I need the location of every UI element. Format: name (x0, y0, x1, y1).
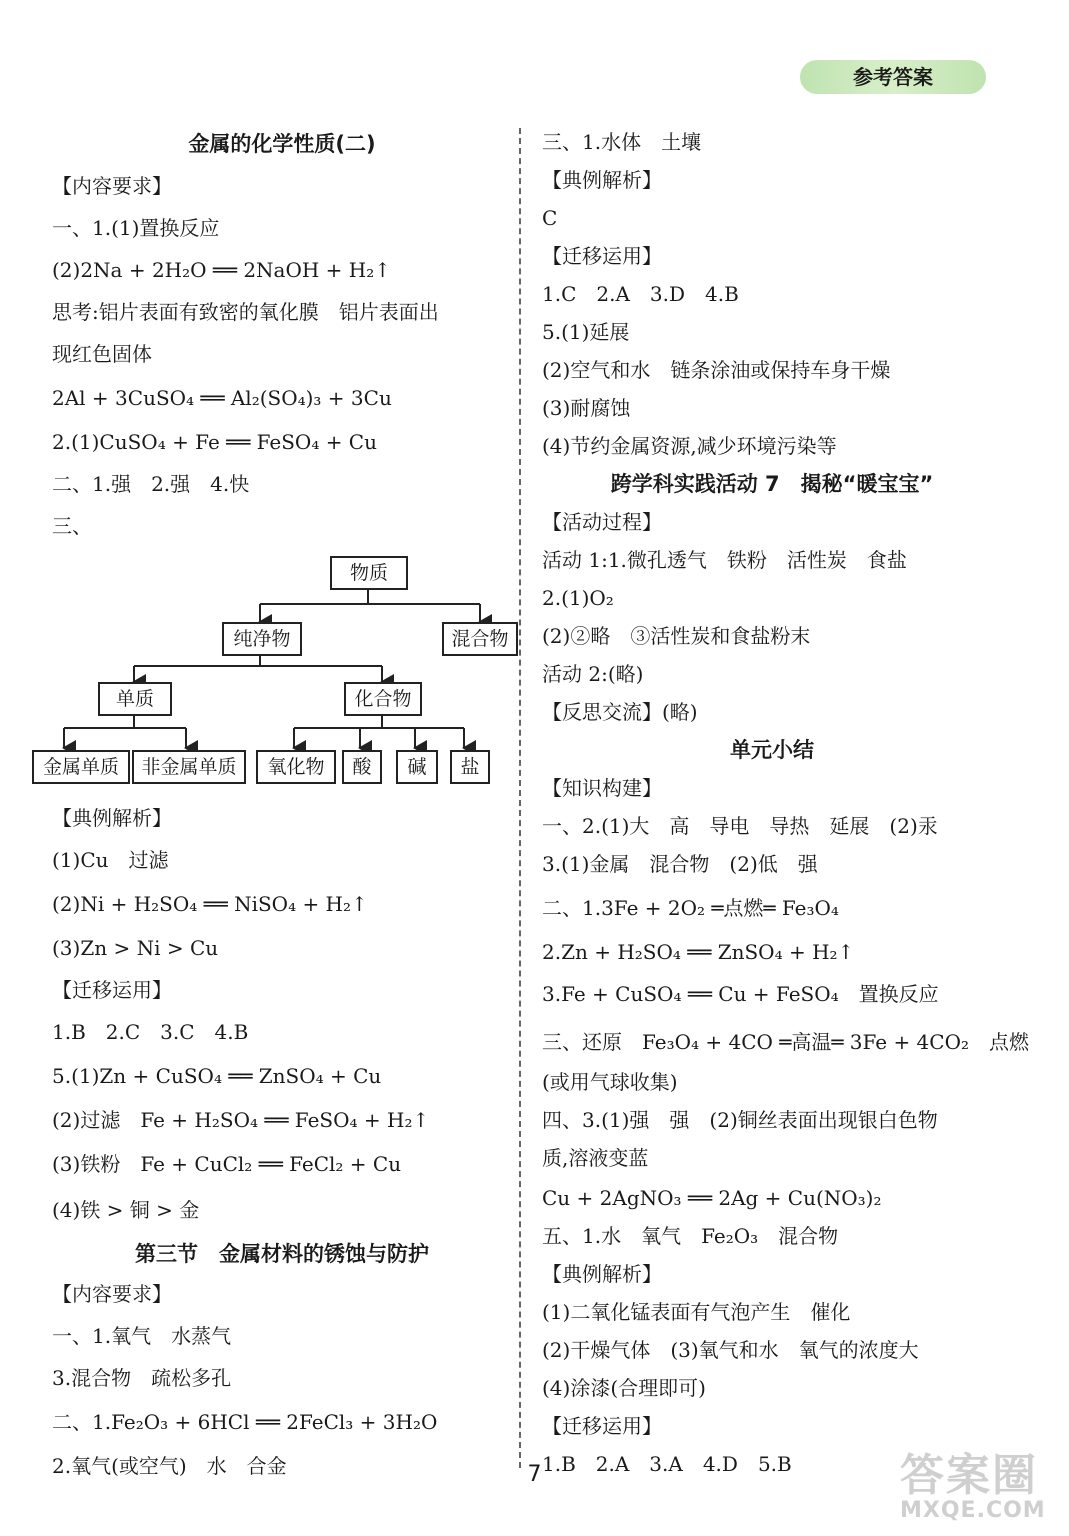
tree-node-compound: 化合物 (344, 682, 422, 716)
section-title: 金属的化学性质(二) (188, 132, 376, 156)
answer-line: 活动 1:1.微孔透气 铁粉 活性炭 食盐 (542, 548, 907, 572)
answer-line: 1.B 2.A 3.A 4.D 5.B (542, 1452, 792, 1476)
answer-line: 2.(1)CuSO₄ + Fe ══ FeSO₄ + Cu (52, 430, 377, 454)
answer-line: 5.(1)Zn + CuSO₄ ══ ZnSO₄ + Cu (52, 1064, 382, 1088)
section-title: 单元小结 (730, 738, 814, 762)
answer-line: 三、还原 Fe₃O₄ + 4CO ═高温═ 3Fe + 4CO₂ 点燃 (542, 1030, 1030, 1054)
answer-line: 2Al + 3CuSO₄ ══ Al₂(SO₄)₃ + 3Cu (52, 386, 392, 410)
answer-line: (3)铁粉 Fe + CuCl₂ ══ FeCl₂ + Cu (52, 1152, 402, 1176)
answer-line: 2.(1)O₂ (542, 586, 614, 610)
answer-line: (2)②略 ③活性炭和食盐粉末 (542, 624, 811, 648)
answer-line: 三、1.水体 土壤 (542, 130, 702, 154)
answer-line: 质,溶液变蓝 (542, 1146, 649, 1170)
tree-node-salt: 盐 (450, 750, 490, 784)
answer-line: 【反思交流】(略) (542, 700, 698, 724)
substance-classification-diagram (32, 552, 518, 792)
answer-line: 3.(1)金属 混合物 (2)低 强 (542, 852, 818, 876)
watermark-url: MXQE.COM (900, 1498, 1046, 1523)
answer-line: C (542, 206, 558, 230)
answer-line: 三、 (52, 514, 92, 538)
answer-line: 活动 2:(略) (542, 662, 644, 686)
answer-line: (2)Ni + H₂SO₄ ══ NiSO₄ + H₂↑ (52, 892, 368, 916)
answer-line: 2.氧气(或空气) 水 合金 (52, 1454, 287, 1478)
tree-node-base: 碱 (396, 750, 438, 784)
section-heading: 【迁移运用】 (542, 1414, 662, 1438)
tree-node-nonmetal: 非金属单质 (132, 750, 246, 784)
section-heading: 【知识构建】 (542, 776, 662, 800)
section-heading: 【活动过程】 (542, 510, 662, 534)
section-heading: 【迁移运用】 (52, 978, 172, 1002)
answer-key-badge: 参考答案 (800, 60, 986, 94)
answer-line: (4)节约金属资源,减少环境污染等 (542, 434, 837, 458)
section-heading: 【典例解析】 (52, 806, 172, 830)
answer-line: (2)过滤 Fe + H₂SO₄ ══ FeSO₄ + H₂↑ (52, 1108, 430, 1132)
section-title: 跨学科实践活动 7 揭秘“暖宝宝” (610, 472, 934, 496)
answer-line: 五、1.水 氧气 Fe₂O₃ 混合物 (542, 1224, 839, 1248)
answer-line: (3)耐腐蚀 (542, 396, 631, 420)
answer-line: Cu + 2AgNO₃ ══ 2Ag + Cu(NO₃)₂ (542, 1186, 882, 1210)
answer-line: 二、1.强 2.强 4.快 (52, 472, 250, 496)
answer-line: 3.混合物 疏松多孔 (52, 1366, 232, 1390)
section-title: 第三节 金属材料的锈蚀与防护 (135, 1242, 429, 1266)
answer-line: 现红色固体 (52, 342, 152, 366)
answer-line: 一、1.(1)置换反应 (52, 216, 220, 240)
section-heading: 【典例解析】 (542, 168, 662, 192)
section-heading: 【内容要求】 (52, 174, 172, 198)
answer-line: 1.C 2.A 3.D 4.B (542, 282, 739, 306)
watermark-logo (900, 1452, 1060, 1526)
section-heading: 【内容要求】 (52, 1282, 172, 1306)
answer-line: (1)二氧化锰表面有气泡产生 催化 (542, 1300, 851, 1324)
answer-line: 一、1.氧气 水蒸气 (52, 1324, 232, 1348)
answer-line: 思考:铝片表面有致密的氧化膜 铝片表面出 (52, 300, 439, 324)
answer-line: 1.B 2.C 3.C 4.B (52, 1020, 249, 1044)
tree-node-acid: 酸 (342, 750, 382, 784)
answer-line: (4)铁 > 铜 > 金 (52, 1198, 200, 1222)
tree-node-root: 物质 (330, 556, 408, 590)
answer-line: (或用气球收集) (542, 1070, 678, 1094)
answer-line: 二、1.3Fe + 2O₂ ═点燃═ Fe₃O₄ (542, 896, 839, 920)
page-number: 7 (527, 1462, 542, 1487)
section-heading: 【典例解析】 (542, 1262, 662, 1286)
watermark-text: 答案圈 (900, 1450, 1038, 1501)
answer-line: 一、2.(1)大 高 导电 导热 延展 (2)汞 (542, 814, 938, 838)
tree-node-metal: 金属单质 (32, 750, 130, 784)
answer-line: (2)干燥气体 (3)氧气和水 氧气的浓度大 (542, 1338, 919, 1362)
answer-line: 四、3.(1)强 强 (2)铜丝表面出现银白色物 (542, 1108, 938, 1132)
section-heading: 【迁移运用】 (542, 244, 662, 268)
tree-node-pure: 纯净物 (222, 622, 302, 656)
answer-line: (4)涂漆(合理即可) (542, 1376, 706, 1400)
column-divider (519, 128, 521, 1468)
tree-node-element: 单质 (98, 682, 172, 716)
tree-node-mixture: 混合物 (442, 622, 518, 656)
answer-line: 二、1.Fe₂O₃ + 6HCl ══ 2FeCl₃ + 3H₂O (52, 1410, 438, 1434)
answer-line: (1)Cu 过滤 (52, 848, 169, 872)
answer-line: 3.Fe + CuSO₄ ══ Cu + FeSO₄ 置换反应 (542, 982, 939, 1006)
answer-line: 2.Zn + H₂SO₄ ══ ZnSO₄ + H₂↑ (542, 940, 855, 964)
answer-line: (2)空气和水 链条涂油或保持车身干燥 (542, 358, 891, 382)
tree-node-oxide: 氧化物 (256, 750, 336, 784)
answer-line: (2)2Na + 2H₂O ══ 2NaOH + H₂↑ (52, 258, 392, 282)
answer-line: 5.(1)延展 (542, 320, 630, 344)
answer-line: (3)Zn > Ni > Cu (52, 936, 219, 960)
